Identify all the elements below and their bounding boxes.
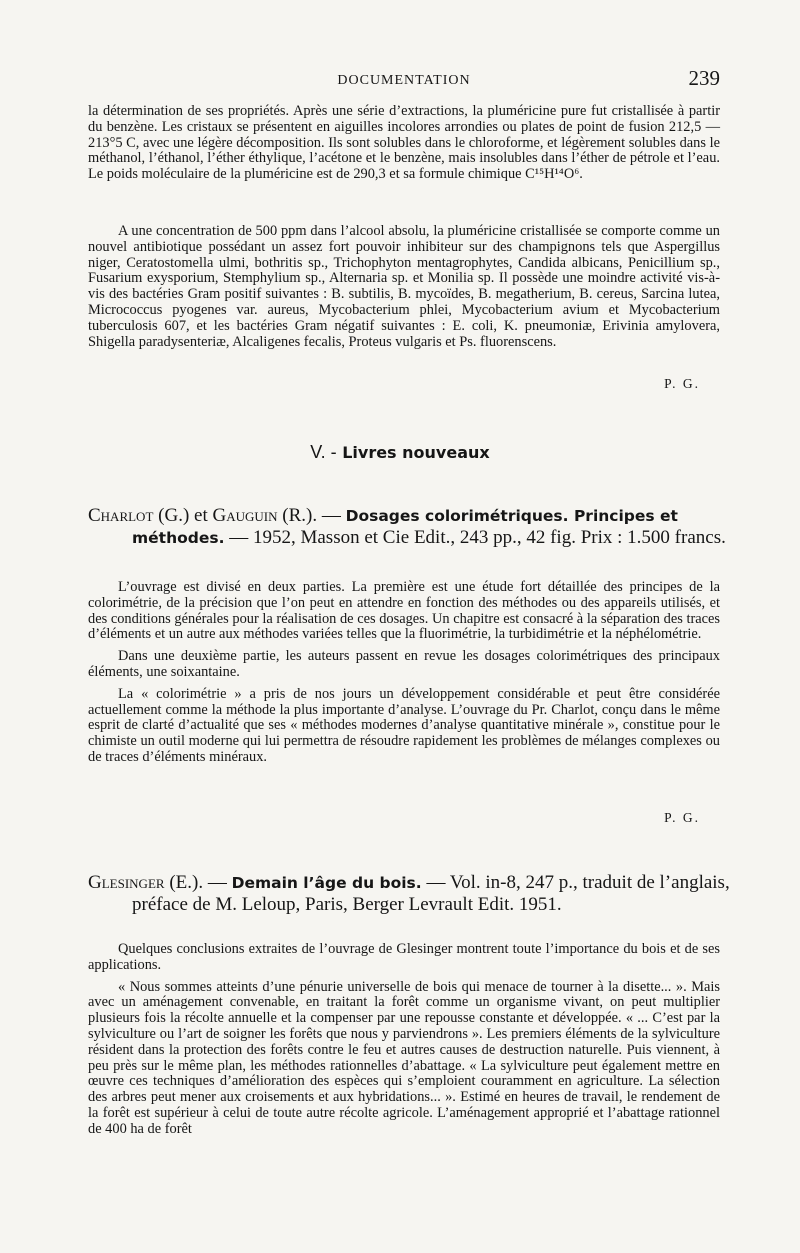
review-connector: et	[194, 505, 208, 526]
article-paragraph-2: A une concentration de 500 ppm dans l’alcool absolu, la pluméricine cristallisée se comporte comme un nouvel antibiotique possédant un assez fort pouvoir inhibiteur sur des champignons tels que Aspergillus niger, Ceratostomella ulmi, bothritis sp., Trichophyton mentagrophytes, Candida albicans, Penicillium sp., Fusarium exysporium, Stemphylium sp., Alternaria sp. et Monilia sp. Il possède une moindre activité vis-à-vis des bactéries Gram positif suivantes : B. subtilis, B. mycoïdes, B. megatherium, B. cereus, Sarcina lutea, Micrococcus pyogenes var. aureus, Mycobacterium phlei, Mycobacterium avium et Mycobacterium tuberculosis 607, et les bactéries Gram négatif suivantes : E. coli, K. pneumoniæ, Erivinia amylovera, Shigella paradysenteriæ, Alcaligenes fecalis, Proteus vulgaris et Ps. fluorenscens.	[88, 223, 720, 350]
review-author-2-initial: (R.).	[282, 505, 318, 526]
running-title: DOCUMENTATION	[337, 73, 471, 88]
review-2-body	[88, 942, 720, 1138]
section-heading	[0, 442, 800, 463]
page-number: 239	[688, 66, 720, 90]
article-continuation-2	[88, 224, 720, 350]
article-paragraph-1: la détermination de ses propriétés. Après une série d’extractions, la pluméricine pure fut cristallisée à partir du benzène. Les cristaux se présentent en aiguilles incolores arrondies ou plates de point de fusion 212,5 — 213°5 C, avec une légère décomposition. Ils sont solubles dans le chloroforme, et légèrement solubles dans le méthanol, l’éthanol, l’éther éthylique, l’acétone et le benzène, mais insolubles dans l’éther de pétrole et l’eau. Le poids moléculaire de la pluméricine est de 290,3 et sa formule chimique C¹⁵H¹⁴O⁶.	[88, 103, 720, 183]
article-continuation	[88, 104, 720, 183]
review-author-2: Gauguin	[212, 505, 278, 526]
running-head	[88, 66, 720, 94]
section-numeral: V. -	[310, 442, 337, 462]
review-1-paragraph-3: La « colorimétrie » a pris de nos jours un développement considérable et peut être considérée actuellement comme la méthode la plus importante d’analyse. L’ouvrage du Pr. Charlot, conçu dans le même esprit de clarté d’actualité que ses « méthodes modernes d’analyse quantitative minérale », constitue pour le chimiste un outil moderne qui lui permettra de résoudre rapidement les problèmes de mélanges complexes ou de traces d’éléments minéraux.	[88, 685, 720, 765]
review-2-author: Glesinger	[88, 872, 165, 893]
review-2-paragraph-2: « Nous sommes atteints d’une pénurie universelle de bois qui menace de tourner à la disette... ». Mais avec un aménagement convenable, en traitant la forêt comme un organisme vivant, on peut multiplier plusieurs fois la récolte annuelle et la compenser par une repousse constante et développée. « ... C’est par la sylviculture ou l’art de soigner les forêts que nous y parviendrons ». Les premiers éléments de la sylviculture résident dans la protection des forêts contre le feu et autres causes de destruction naturelle. Puis viennent, à peu près sur le même plan, les méthodes rationnelles d’abattage. « La sylviculture peut également mettre en œuvre ces techniques d’amélioration des espèces qui s’emploient couramment en agriculture. La sélection des arbres peut mener aux croisements et aux hybridations... ». Estimé en heures de travail, le rendement de la forêt est supérieur à celui de toute autre récolte agricole. L’aménagement approprié et l’abattage rationnel de 400 ha de forêt	[88, 978, 720, 1137]
review-dash: —	[321, 505, 341, 526]
review-1-paragraph-1: L’ouvrage est divisé en deux parties. La première est une étude fort détaillée des principes de la colorimétrie, de la précision que l’on peut en attendre en fonction des méthodes ou des appareils utilisés, et des conditions générales pour la réalisation de ces dosages. Un chapitre est consacré à la séparation des traces d’éléments et un autre aux méthodes variées telles que la fluorimétrie, la turbidimétrie et la néphélométrie.	[88, 579, 720, 643]
review-2-details: — Vol. in-8, 247 p., traduit de l’anglais, préface de M. Leloup, Paris, Berger Levrault Edit. 1951.	[132, 872, 730, 915]
section-title: Livres nouveaux	[342, 443, 490, 462]
review-2-dash: —	[207, 872, 227, 893]
review-1-signature: P. G.	[664, 810, 700, 825]
review-author-1-initial: (G.)	[158, 505, 190, 526]
review-details: — 1952, Masson et Cie Edit., 243 pp., 42 fig. Prix : 1.500 francs.	[229, 527, 726, 548]
review-1-paragraph-2: Dans une deuxième partie, les auteurs passent en revue les dosages colorimétriques des principaux éléments, une soixantaine.	[88, 648, 720, 680]
review-title: Dosages colorimétriques. Principes et méthodes.	[132, 507, 678, 547]
review-reference-charlot	[88, 505, 768, 549]
review-2-title: Demain l’âge du bois.	[231, 874, 422, 892]
review-2-author-initial: (E.).	[169, 872, 204, 893]
review-1-body	[88, 580, 720, 766]
review-2-paragraph-1: Quelques conclusions extraites de l’ouvrage de Glesinger montrent toute l’importance du bois et de ses applications.	[88, 941, 720, 973]
review-author-1: Charlot	[88, 505, 154, 526]
review-reference-glesinger	[88, 872, 768, 915]
article-signature: P. G.	[664, 376, 700, 391]
